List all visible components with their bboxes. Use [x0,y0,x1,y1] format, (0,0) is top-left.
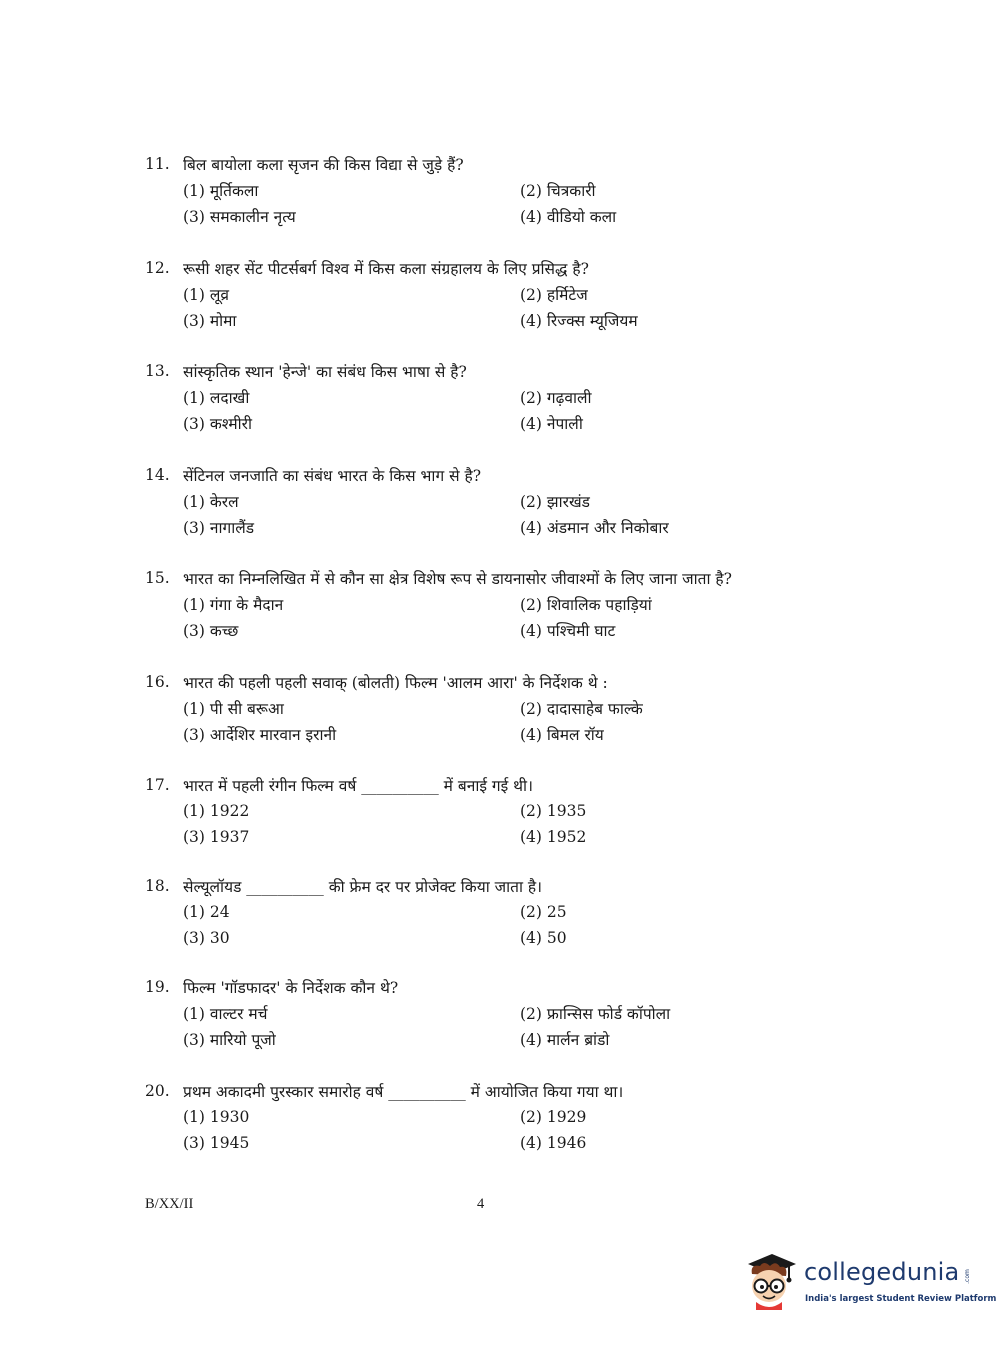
question-13 [145,358,845,436]
question-text: सेल्यूलॉयड __________ की फ्रेम दर पर प्रोजेक्ट किया जाता है। [183,878,543,896]
option-2: (2) शिवालिक पहाड़ियां [520,596,652,614]
option-1: (1) लूव्र [183,286,230,304]
option-4: (4) रिज्क्स म्यूजियम [520,312,638,330]
question-18 [145,873,845,951]
question-11 [145,151,845,229]
option-4: (4) नेपाली [520,415,583,433]
option-2: (2) फ्रान्सिस फोर्ड कॉपोला [520,1005,671,1023]
question-text: प्रथम अकादमी पुरस्कार समारोह वर्ष __________ में आयोजित किया गया था। [183,1083,624,1101]
question-text: बिल बायोला कला सृजन की किस विद्या से जुड़े हैं? [183,156,464,174]
question-number: 11. [145,155,170,173]
option-2: (2) गढ़वाली [520,389,592,407]
question-text: रूसी शहर सेंट पीटर्सबर्ग विश्व में किस कला संग्रहालय के लिए प्रसिद्ध है? [183,260,589,278]
option-3: (3) मारियो पूजो [183,1031,276,1049]
option-3: (3) आर्देशिर मारवान इरानी [183,726,337,744]
paper-code: B/XX/II [145,1196,194,1212]
question-text: भारत में पहली रंगीन फिल्म वर्ष __________ में बनाई गई थी। [183,777,533,795]
option-1: (1) वाल्टर मर्च [183,1005,268,1023]
option-3: (3) मोमा [183,312,237,330]
question-12 [145,255,845,333]
question-number: 17. [145,776,170,794]
option-2: (2) हर्मिटेज [520,286,588,304]
question-number: 14. [145,466,170,484]
option-3: (3) 1945 [183,1134,250,1152]
question-15 [145,565,845,643]
page-number: 4 [477,1196,485,1212]
option-2: (2) 1935 [520,802,587,820]
question-17 [145,772,845,850]
option-2: (2) झारखंड [520,493,590,511]
option-3: (3) समकालीन नृत्य [183,208,296,226]
option-3: (3) नागालैंड [183,519,255,537]
option-4: (4) वीडियो कला [520,208,617,226]
option-2: (2) दादासाहेब फाल्के [520,700,643,718]
question-number: 20. [145,1082,170,1100]
option-4: (4) अंडमान और निकोबार [520,519,669,537]
option-1: (1) 1930 [183,1108,250,1126]
option-1: (1) मूर्तिकला [183,182,259,200]
logo-wordmark: collegedunia [804,1258,960,1286]
option-4: (4) मार्लन ब्रांडो [520,1031,610,1049]
option-2: (2) 1929 [520,1108,587,1126]
question-number: 12. [145,259,170,277]
question-number: 15. [145,569,170,587]
question-text: सेंटिनल जनजाति का संबंध भारत के किस भाग से है? [183,467,482,485]
mascot-icon [742,1250,800,1312]
option-4: (4) 1952 [520,828,587,846]
question-19 [145,974,845,1052]
question-text: फिल्म 'गॉडफादर' के निर्देशक कौन थे? [183,979,399,997]
option-3: (3) 1937 [183,828,250,846]
question-16 [145,669,845,747]
option-4: (4) 1946 [520,1134,587,1152]
question-20 [145,1078,845,1156]
option-4: (4) पश्चिमी घाट [520,622,616,640]
option-1: (1) लदाखी [183,389,250,407]
question-number: 18. [145,877,170,895]
option-4: (4) 50 [520,929,567,947]
question-text: भारत की पहली पहली सवाक् (बोलती) फिल्म 'आलम आरा' के निर्देशक थे : [183,674,608,692]
option-1: (1) 1922 [183,802,250,820]
question-number: 19. [145,978,170,996]
option-3: (3) कच्छ [183,622,239,640]
option-3: (3) 30 [183,929,230,947]
option-2: (2) चित्रकारी [520,182,596,200]
option-1: (1) गंगा के मैदान [183,596,284,614]
logo-tagline: India's largest Student Review Platform [805,1294,997,1304]
option-4: (4) बिमल रॉय [520,726,604,744]
logo-domain-suffix: .com [963,1269,971,1284]
question-text: भारत का निम्नलिखित में से कौन सा क्षेत्र विशेष रूप से डायनासोर जीवाश्मों के लिए जाना जाता है? [183,570,732,588]
collegedunia-logo[interactable] [742,1250,997,1315]
option-1: (1) केरल [183,493,239,511]
question-number: 16. [145,673,170,691]
option-3: (3) कश्मीरी [183,415,253,433]
question-text: सांस्कृतिक स्थान 'हेन्जे' का संबंध किस भाषा से है? [183,363,467,381]
question-14 [145,462,845,540]
question-number: 13. [145,362,170,380]
option-1: (1) 24 [183,903,230,921]
option-1: (1) पी सी बरूआ [183,700,284,718]
option-2: (2) 25 [520,903,567,921]
